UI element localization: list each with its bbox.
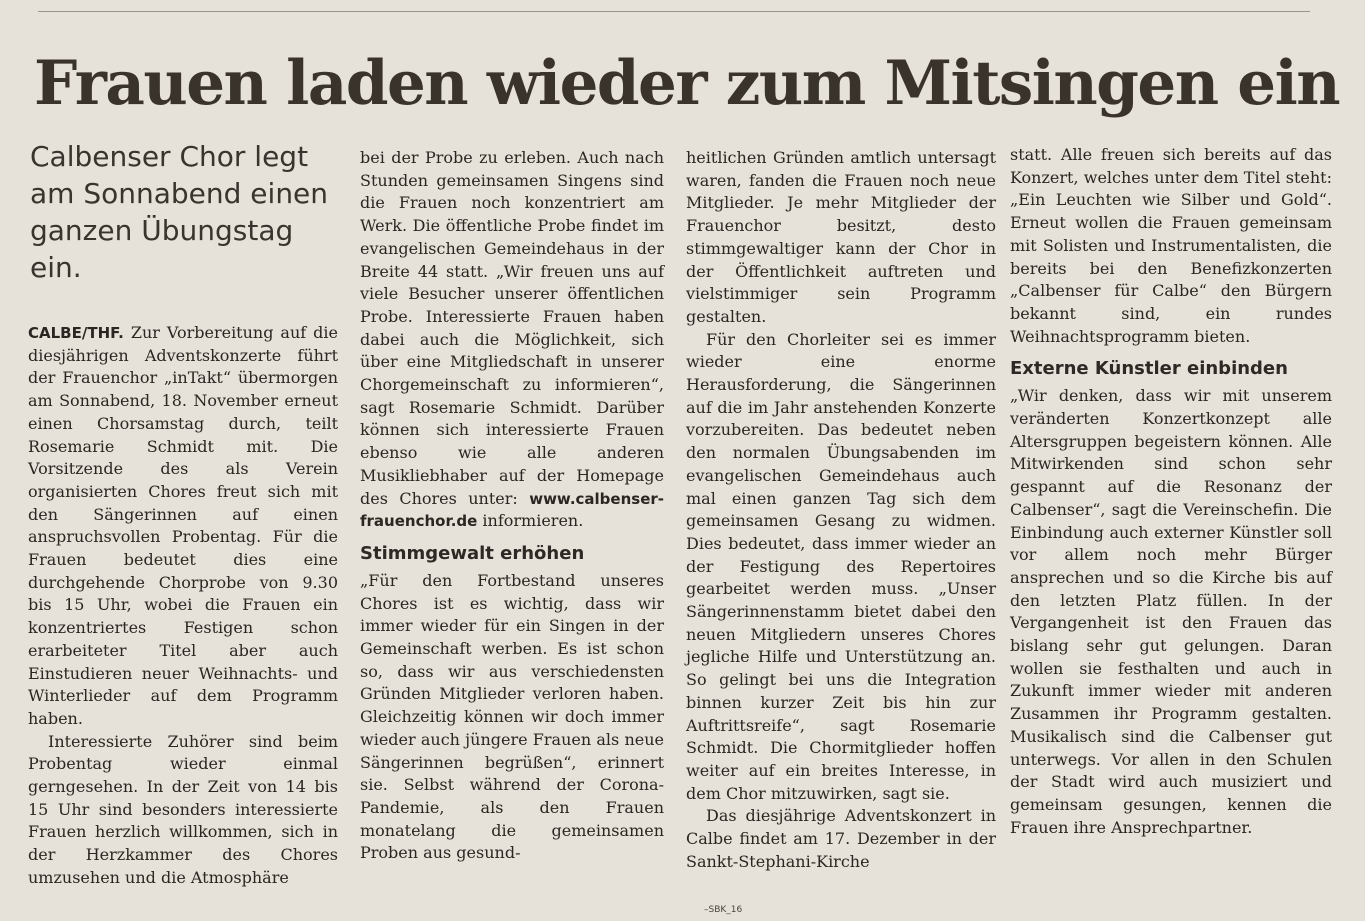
homepage-link[interactable]: www.calbenser-frauenchor.de	[360, 489, 664, 531]
section-subhead: Externe Künstler einbinden	[1010, 358, 1288, 380]
footer-code: –SBK_16	[704, 905, 743, 915]
dateline: CALBE/THF.	[28, 324, 124, 342]
paragraph: „Für den Fortbestand unseres Chores ist es wichtig, dass wir immer wieder für ein Singen in der Gemeinschaft werben. Es ist schon so, dass wir aus verschiedensten Gründen Mitglieder verloren haben. Gleichzeitig können wir doch immer wieder auch jüngere Frauen als neue Sängerinnen begrüßen“, erinnert sie. Selbst während der Corona-Pandemie, als den Frauen monatelang die gemeinsamen Proben aus gesund-	[360, 570, 664, 863]
paragraph	[360, 147, 664, 533]
article-column-1	[28, 322, 338, 890]
article-column-3	[686, 147, 996, 874]
section-subhead: Stimmgewalt erhöhen	[360, 542, 585, 564]
paragraph: statt. Alle freuen sich bereits auf das Konzert, welches unter dem Titel steht: „Ein Leuchten wie Silber und Gold“. Erneut wollen die Frauen gemeinsam mit Solisten und Instrumentalisten, die bereits bei den Benefizkonzerten „Calbenser für Calbe“ den Bürgern bekannt sind, ein rundes Weihnachtsprogramm bieten.	[1010, 145, 1332, 346]
paragraph: Das diesjährige Adventskonzert in Calbe findet am 17. Dezember in der Sankt-Stephani-Kirche	[686, 806, 996, 871]
paragraph-text: informieren.	[482, 511, 584, 531]
article-column-4	[1010, 144, 1332, 839]
paragraph: heitlichen Gründen amtlich untersagt waren, fanden die Frauen noch neue Mitglieder. Je mehr Mitglieder der Frauenchor besitzt, desto stimmgewaltiger kann der Chor in der Öffentlichkeit auftreten und vielstimmiger sein Programm gestalten.	[686, 148, 996, 326]
top-rule	[38, 11, 1310, 12]
paragraph: Interessierte Zuhörer sind beim Probentag wieder einmal gerngesehen. In der Zeit von 14 bis 15 Uhr sind besonders interessierte Frauen herzlich willkommen, sich in der Herzkammer des Chores umzusehen und die Atmosphäre	[28, 731, 338, 887]
paragraph-text: bei der Probe zu erleben. Auch nach Stunden gemeinsamen Singens sind die Frauen noch konzentriert am Werk. Die öffentliche Probe findet im evangelischen Gemeindehaus in der Breite 44 statt. „Wir freuen uns auf viele Besucher unserer öffentlichen Probe. Interessierte Frauen haben dabei auch die Möglichkeit, sich über eine Mitgliedschaft in unserer Chorgemeinschaft zu informieren“, sagt Rosemarie Schmidt. Darüber können sich interessierte Frauen ebenso wie alle anderen Musikliebhaber auf der Homepage des Chores unter:	[360, 148, 664, 508]
article-headline: Frauen laden wieder zum Mitsingen ein	[34, 48, 1340, 119]
paragraph-text: Zur Vorbereitung auf die diesjährigen Adventskonzerte führt der Frauenchor „inTakt“ übermorgen am Sonnabend, 18. November erneut einen Chorsamstag durch, teilt Rosemarie Schmidt mit. Die Vorsitzende des als Verein organisierten Chores freut sich mit den Sängerinnen auf einen anspruchsvollen Probentag. Für die Frauen bedeutet dies eine durchgehende Chorprobe von 9.30 bis 15 Uhr, wobei die Frauen ein konzentriertes Festigen schon erarbeiteter Titel aber auch Einstudieren neuer Weihnachts- und Winterlieder auf dem Programm haben.	[28, 323, 338, 728]
article-column-2	[360, 147, 664, 865]
article-subtitle: Calbenser Chor legt am Sonnabend einen ganzen Übungstag ein.	[30, 140, 329, 284]
paragraph: „Wir denken, dass wir mit unserem veränderten Konzertkonzept alle Altersgruppen begeistern können. Alle Mitwirkenden sind schon sehr gespannt auf die Resonanz der Calbenser“, sagt die Vereinschefin. Die Einbindung auch externer Künstler soll vor allem noch mehr Bürger ansprechen und so die Kirche bis auf den letzten Platz füllen. In der Vergangenheit ist den Frauen das bislang sehr gut gelungen. Daran wollen sie festhalten und auch in Zukunft immer wieder mit anderen Zusammen ihr Programm gestalten. Musikalisch sind die Calbenser gut unterwegs. Vor allen in den Schulen der Stadt wird auch musiziert und gemeinsam gesungen, kennen die Frauen ihre Ansprechpartner.	[1010, 386, 1332, 837]
paragraph	[28, 322, 338, 731]
paragraph: Für den Chorleiter sei es immer wieder eine enorme Herausforderung, die Sängerinnen auf die im Jahr anstehenden Konzerte vorzubereiten. Das bedeutet neben den normalen Übungsabenden im evangelischen Gemeindehaus auch mal einen ganzen Tag sich dem gemeinsamen Gesang zu widmen. Dies bedeutet, dass immer wieder an der Festigung des Repertoires gearbeitet werden muss. „Unser Sängerinnenstamm bietet dabei den neuen Mitgliedern unseres Chores jegliche Hilfe und Unterstützung an. So gelingt bei uns die Integration binnen kurzer Zeit bis hin zur Auftrittsreife“, sagt Rosemarie Schmidt. Die Chormitglieder hoffen weiter auf ein breites Interesse, in dem Chor mitzuwirken, sagt sie.	[686, 329, 996, 803]
